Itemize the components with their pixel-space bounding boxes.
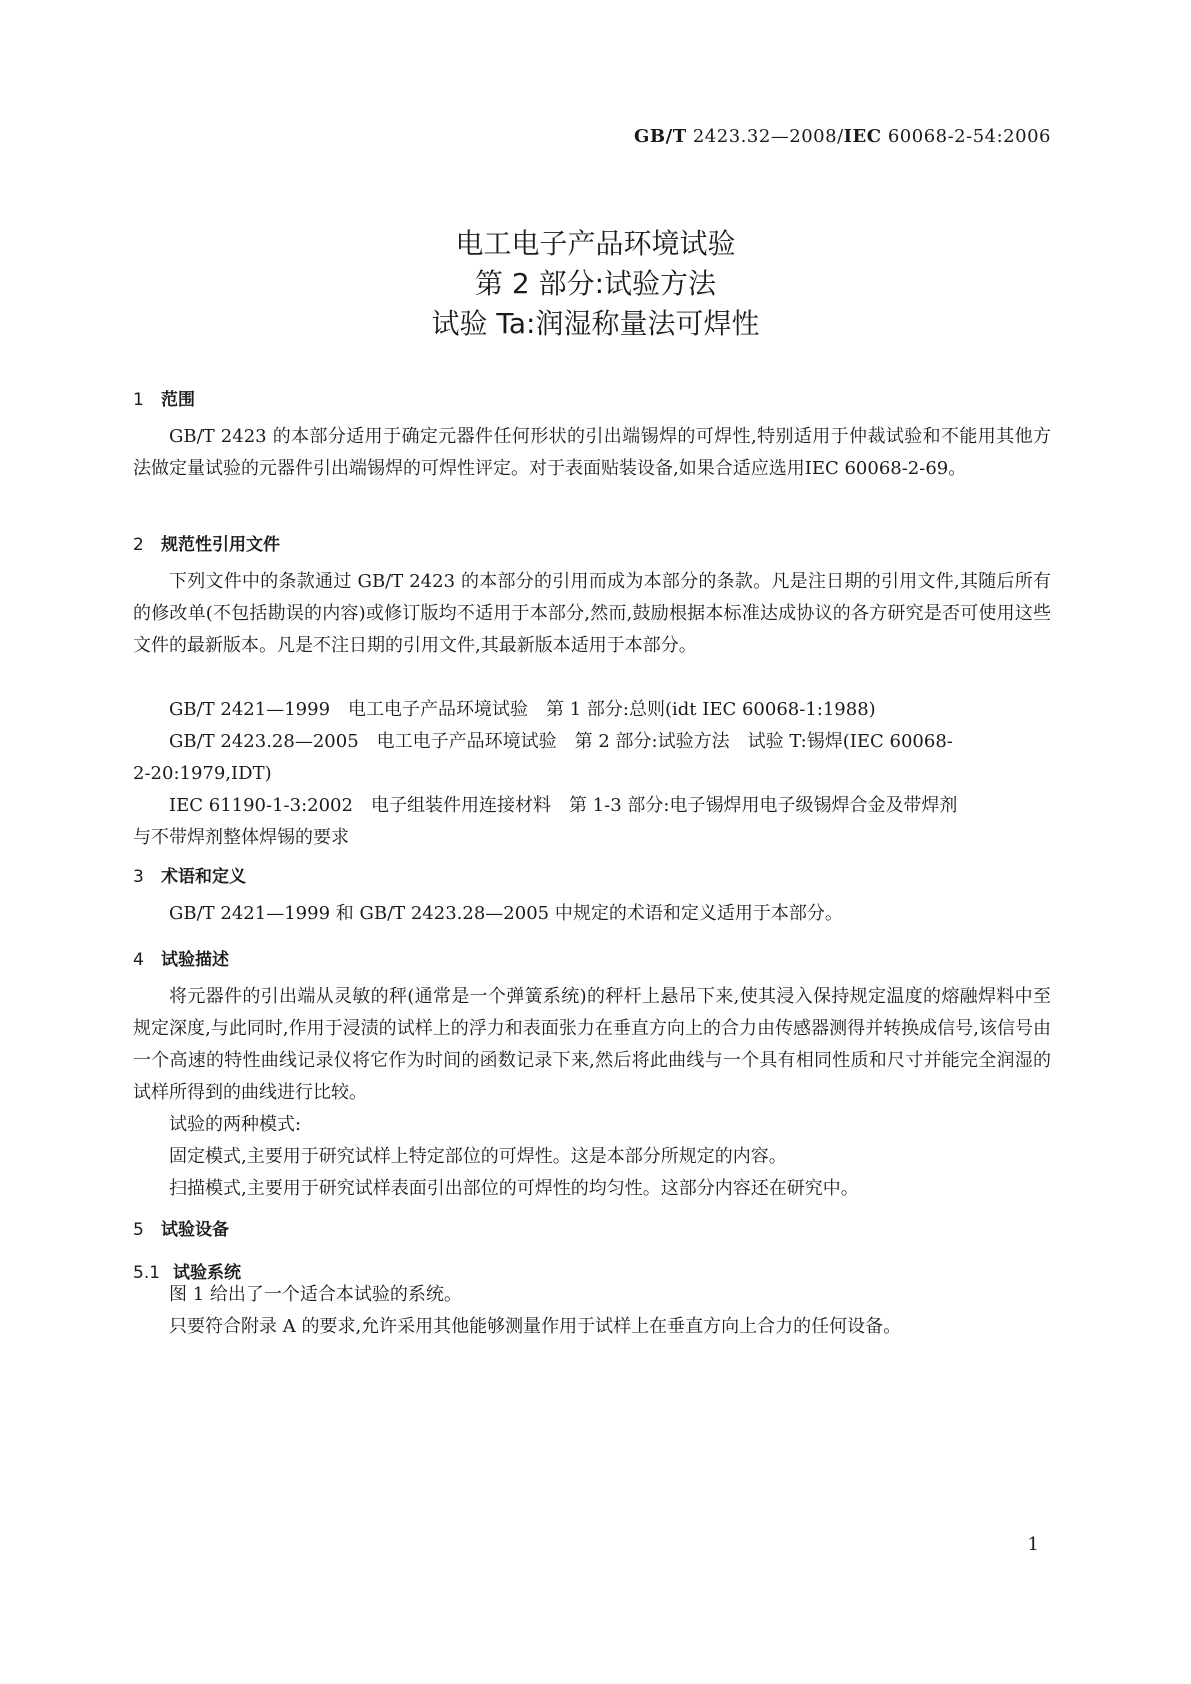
section-1-paragraph: GB/T 2423 的本部分适用于确定元器件任何形状的引出端锡焊的可焊性,特别适用于仲裁试验和不能用其他方法做定量试验的元器件引出端锡焊的可焊性评定。对于表面贴装设备,如果合适应选用IEC 60068-2-69。 [133,426,1051,479]
title-line-1: 电工电子产品环境试验 [455,227,736,260]
normative-reference-2: GB/T 2423.28—2005 电工电子产品环境试验 第 2 部分:试验方法 试验 T:锡焊(IEC 60068- 2-20:1979,IDT) [133,731,953,784]
section-3-paragraph: GB/T 2421—1999 和 GB/T 2423.28—2005 中规定的术语和定义适用于本部分。 [169,903,843,924]
page-number: 1 [1027,1534,1039,1555]
section-2-paragraph: 下列文件中的条款通过 GB/T 2423 的本部分的引用而成为本部分的条款。凡是注日期的引用文件,其随后所有的修改单(不包括勘误的内容)或修订版均不适用于本部分,然而,鼓励根据本标准达成协议的各方研究是否可使用这些文件的最新版本。凡是不注日期的引用文件,其最新版本适用于本部分。 [133,571,1051,656]
section-4-modes-intro: 试验的两种模式: [169,1114,302,1135]
section-heading-5: 5 试验设备 [133,1220,229,1240]
section-4-scan-mode: 扫描模式,主要用于研究试样表面引出部位的可焊性的均匀性。这部分内容还在研究中。 [169,1178,859,1199]
title-line-3: 试验 Ta:润湿称量法可焊性 [431,307,760,340]
section-heading-2: 2 规范性引用文件 [133,535,280,555]
section-5-1-paragraph-1: 图 1 给出了一个适合本试验的系统。 [169,1284,462,1305]
standard-code: GB/T 2423.32—2008/IEC 60068-2-54:2006 [634,126,1051,147]
section-5-1-paragraph-2: 只要符合附录 A 的要求,允许采用其他能够测量作用于试样上在垂直方向上合力的任何设备。 [169,1316,902,1337]
section-4-fixed-mode: 固定模式,主要用于研究试样上特定部位的可焊性。这是本部分所规定的内容。 [169,1146,787,1167]
section-heading-5-1: 5.1 试验系统 [133,1263,241,1283]
section-heading-3: 3 术语和定义 [133,867,246,887]
section-heading-1: 1 范围 [133,390,195,410]
normative-reference-3: IEC 61190-1-3:2002 电子组装件用连接材料 第 1-3 部分:电子锡焊用电子级锡焊合金及带焊剂 与不带焊剂整体焊锡的要求 [133,795,958,848]
section-4-paragraph: 将元器件的引出端从灵敏的秤(通常是一个弹簧系统)的秤杆上悬吊下来,使其浸入保持规定温度的熔融焊料中至规定深度,与此同时,作用于浸渍的试样上的浮力和表面张力在垂直方向上的合力由传感器测得并转换成信号,该信号由一个高速的特性曲线记录仪将它作为时间的函数记录下来,然后将此曲线与一个具有相同性质和尺寸并能完全润湿的试样所得到的曲线进行比较。 [133,986,1051,1103]
title-line-2: 第 2 部分:试验方法 [474,267,717,300]
document-title [0,224,1191,344]
normative-reference-1: GB/T 2421—1999 电工电子产品环境试验 第 1 部分:总则(idt IEC 60068-1:1988) [169,699,876,720]
section-heading-4: 4 试验描述 [133,950,229,970]
